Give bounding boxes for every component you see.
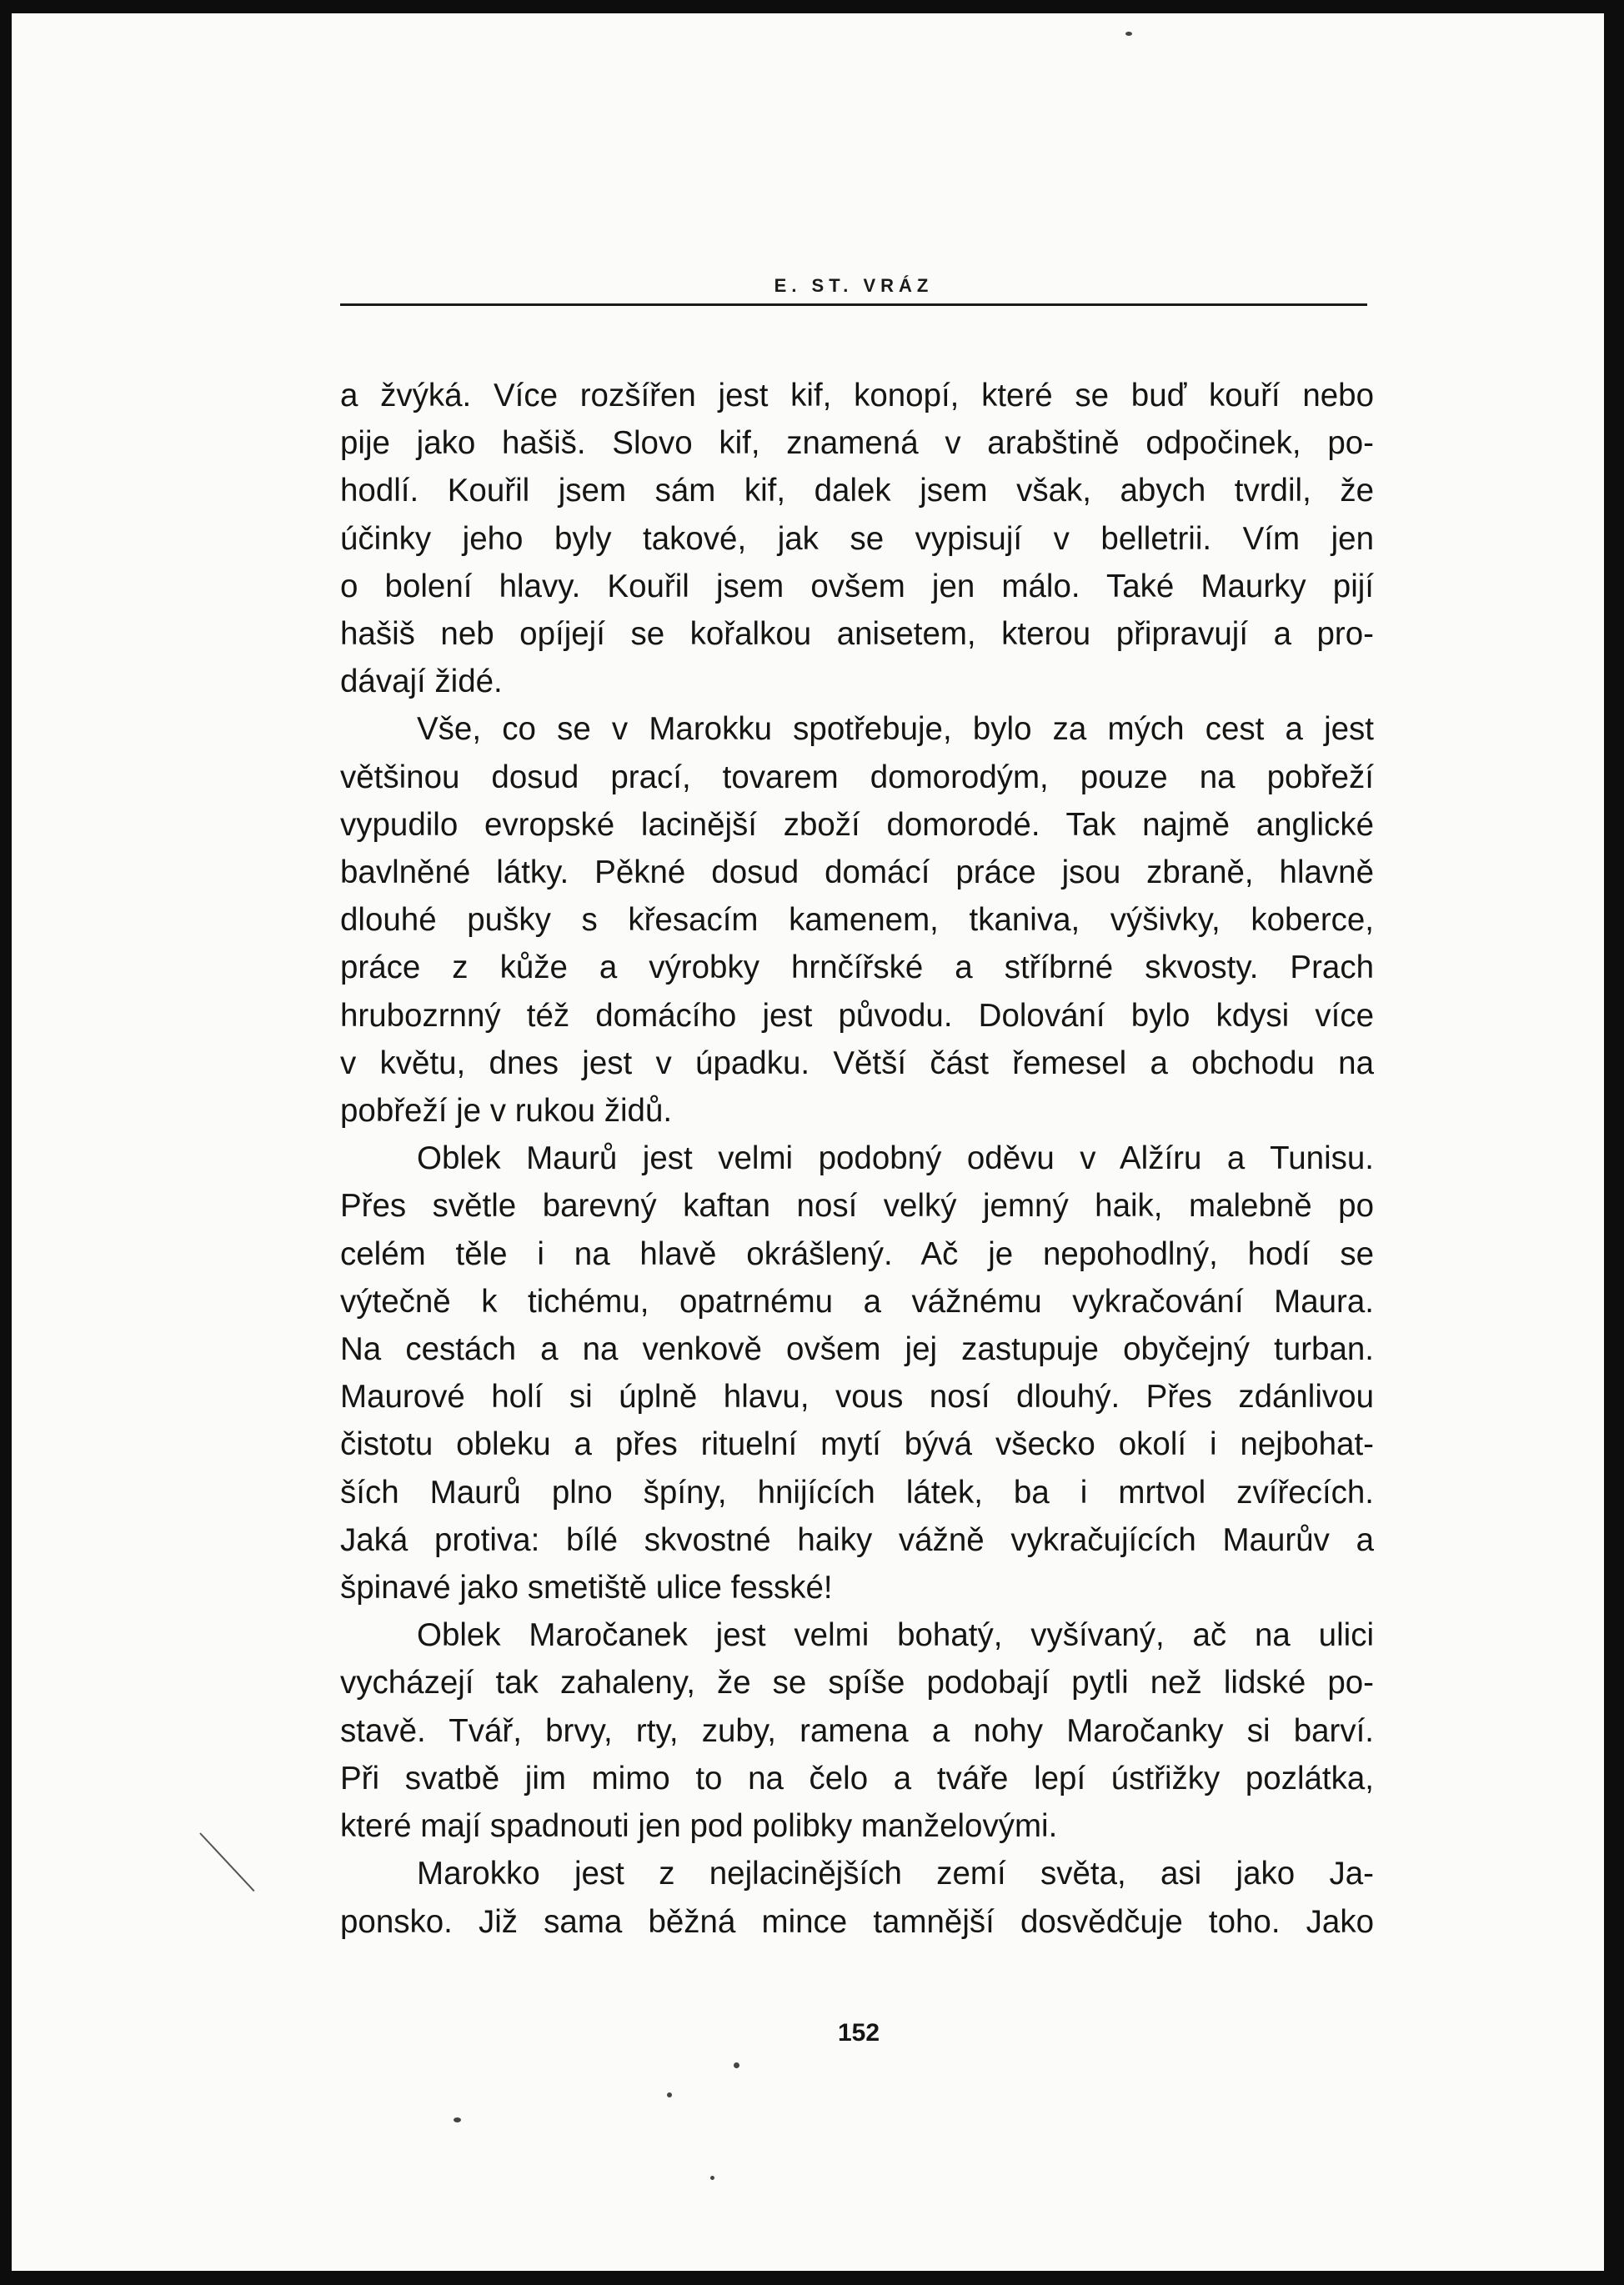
text-line: Maurové holí si úplně hlavu, vous nosí dlouhý. Přes zdánlivou [340, 1379, 1374, 1416]
text-line: Oblek Maročanek jest velmi bohatý, vyšívaný, ač na ulici [417, 1617, 1374, 1654]
text-line: hašiš neb opíjejí se kořalkou anisetem, kterou připravují a pro- [340, 616, 1374, 653]
text-line: Oblek Maurů jest velmi podobný oděvu v Alžíru a Tunisu. [417, 1140, 1374, 1177]
text-line: stavě. Tvář, brvy, rty, zuby, ramena a nohy Maročanky si barví. [340, 1712, 1374, 1749]
text-line: dlouhé pušky s křesacím kamenem, tkaniva, výšivky, koberce, [340, 902, 1374, 939]
text-line: které mají spadnouti jen pod polibky manželovými. [340, 1808, 1058, 1845]
text-line: špinavé jako smetiště ulice fesské! [340, 1570, 833, 1606]
text-line: většinou dosud prací, tovarem domorodým, pouze na pobřeží [340, 759, 1374, 795]
text-line: pobřeží je v rukou židů. [340, 1093, 673, 1130]
text-line: vypudilo evropské lacinější zboží domorodé. Tak najmě anglické [340, 806, 1374, 843]
text-line: výtečně k tichému, opatrnému a vážnému vykračování Maura. [340, 1283, 1374, 1320]
text-line: ších Maurů plno špíny, hnijících látek, ba i mrtvol zvířecích. [340, 1474, 1374, 1511]
dust-speck [734, 2062, 739, 2068]
dust-speck [1125, 32, 1132, 36]
text-line: celém těle i na hlavě okrášlený. Ač je nepohodlný, hodí se [340, 1235, 1374, 1272]
body-text [340, 372, 1374, 1946]
text-line: hodlí. Kouřil jsem sám kif, dalek jsem však, abych tvrdil, že [340, 473, 1374, 509]
running-head: E. ST. VRÁZ [774, 275, 934, 296]
dust-speck [710, 2176, 714, 2180]
text-line: v květu, dnes jest v úpadku. Větší část řemesel a obchodu na [340, 1045, 1374, 1081]
scan-scratch [199, 1832, 254, 1892]
text-line: o bolení hlavy. Kouřil jsem ovšem jen málo. Také Maurky pijí [340, 568, 1374, 604]
text-line: Na cestách a na venkově ovšem jej zastupuje obyčejný turban. [340, 1331, 1374, 1368]
text-line: ponsko. Již sama běžná mince tamnější dosvědčuje toho. Jako [340, 1903, 1374, 1940]
header-rule [340, 303, 1367, 306]
text-line: dávají židé. [340, 664, 503, 700]
text-line: Vše, co se v Marokku spotřebuje, bylo za mých cest a jest [417, 711, 1374, 748]
text-line: Při svatbě jim mimo to na čelo a tváře lepí ústřižky pozlátka, [340, 1760, 1374, 1796]
text-line: Přes světle barevný kaftan nosí velký jemný haik, malebně po [340, 1188, 1374, 1225]
text-line: a žvýká. Více rozšířen jest kif, konopí, které se buď kouří nebo [340, 378, 1374, 413]
page-number: 152 [837, 2019, 880, 2047]
text-line: práce z kůže a výrobky hrnčířské a stříbrné skvosty. Prach [340, 950, 1374, 986]
text-line: účinky jeho byly takové, jak se vypisují v belletrii. Vím jen [340, 520, 1374, 557]
text-line: hrubozrnný též domácího jest původu. Dolování bylo kdysi více [340, 997, 1374, 1034]
text-line: vycházejí tak zahaleny, že se spíše podobají pytli než lidské po- [340, 1665, 1374, 1701]
text-line: bavlněné látky. Pěkné dosud domácí práce jsou zbraně, hlavně [340, 854, 1374, 891]
text-line: čistotu obleku a přes rituelní mytí bývá všecko okolí i nejbohat- [340, 1426, 1374, 1463]
text-line: pije jako hašiš. Slovo kif, znamená v arabštině odpočinek, po- [340, 425, 1374, 462]
dust-speck [454, 2117, 461, 2122]
dust-speck [667, 2092, 672, 2097]
text-line: Jaká protiva: bílé skvostné haiky vážně vykračujících Maurův a [340, 1521, 1374, 1558]
text-line: Marokko jest z nejlacinějších zemí světa, asi jako Ja- [417, 1856, 1374, 1892]
